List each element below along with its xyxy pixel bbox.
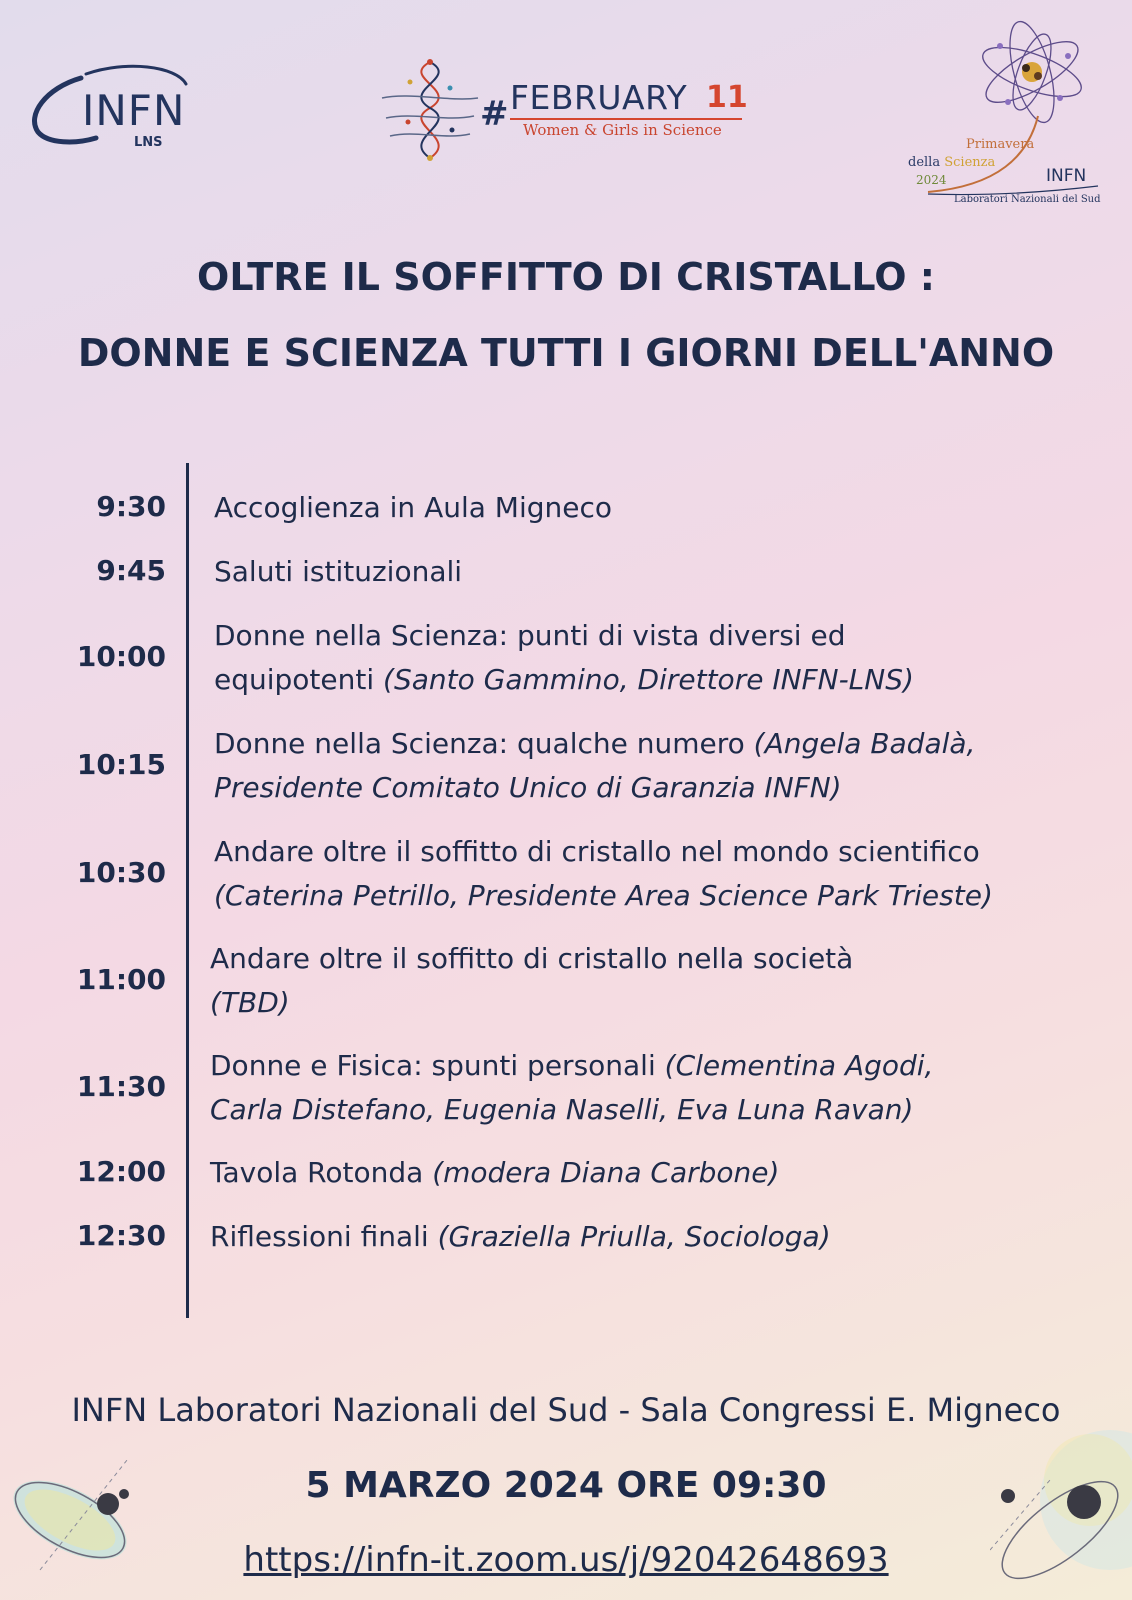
hash-symbol: # — [480, 94, 509, 134]
agenda-time: 11:00 — [76, 963, 166, 996]
agenda-time: 12:30 — [76, 1219, 166, 1252]
event-date: 5 MARZO 2024 ORE 09:30 — [305, 1465, 827, 1506]
agenda-text: Riflessioni finali (Graziella Priulla, Sociologa) — [210, 1220, 831, 1253]
orbit-decoration-icon — [0, 1460, 160, 1600]
february-11-logo — [380, 58, 760, 168]
infn-wordmark: INFN — [82, 86, 186, 135]
primavera-della-scienza-logo — [908, 16, 1108, 216]
agenda-time: 12:00 — [76, 1155, 166, 1188]
planet-decoration-icon — [990, 1420, 1132, 1600]
agenda-text: Andare oltre il soffitto di cristallo nella società (TBD) — [210, 942, 854, 1019]
zoom-link[interactable]: https://infn-it.zoom.us/j/92042648693 — [243, 1540, 889, 1580]
agenda-text: Tavola Rotonda (modera Diana Carbone) — [210, 1156, 780, 1189]
agenda-time: 9:45 — [96, 554, 166, 587]
agenda-time: 9:30 — [96, 490, 166, 523]
della-scienza-label: della Scienza — [908, 155, 996, 170]
title-line-2: DONNE E SCIENZA TUTTI I GIORNI DELL'ANNO — [77, 331, 1055, 375]
women-girls-science-tagline: Women & Girls in Science — [523, 121, 722, 139]
agenda-text: Donne e Fisica: spunti personali (Clementina Agodi, Carla Distefano, Eugenia Naselli, Eva Luna Ravan) — [210, 1049, 934, 1126]
agenda-time: 10:30 — [76, 856, 166, 889]
february-label: FEBRUARY — [510, 78, 688, 117]
year-label: 2024 — [916, 173, 947, 187]
agenda-time: 10:00 — [76, 640, 166, 673]
primavera-label: Primavera — [966, 137, 1035, 152]
agenda-time: 11:30 — [76, 1070, 166, 1103]
dna-helix-icon — [380, 58, 480, 168]
infn-mini-label: INFN — [1046, 166, 1087, 186]
infn-lns-logo — [26, 60, 196, 152]
agenda-text: Andare oltre il soffitto di cristallo nel mondo scientifico (Caterina Petrillo, Presidente Area Science Park Trieste) — [214, 835, 993, 912]
agenda-text: Donne nella Scienza: punti di vista diversi ed equipotenti (Santo Gammino, Direttore INFN-LNS) — [214, 619, 914, 696]
agenda-text: Saluti istituzionali — [214, 555, 463, 588]
day-11-label: 11 — [706, 80, 748, 115]
agenda-text: Donne nella Scienza: qualche numero (Angela Badalà, Presidente Comitato Unico di Garanzia INFN) — [214, 727, 976, 804]
logo-underline — [510, 118, 742, 120]
lns-label: LNS — [134, 135, 163, 150]
lab-name-label: Laboratori Nazionali del Sud — [954, 194, 1101, 205]
timeline-divider — [186, 463, 189, 1318]
title-line-1: OLTRE IL SOFFITTO DI CRISTALLO : — [197, 255, 935, 299]
agenda-time: 10:15 — [76, 748, 166, 781]
agenda-text: Accoglienza in Aula Migneco — [214, 491, 613, 524]
venue-text: INFN Laboratori Nazionali del Sud - Sala Congressi E. Migneco — [71, 1391, 1061, 1429]
